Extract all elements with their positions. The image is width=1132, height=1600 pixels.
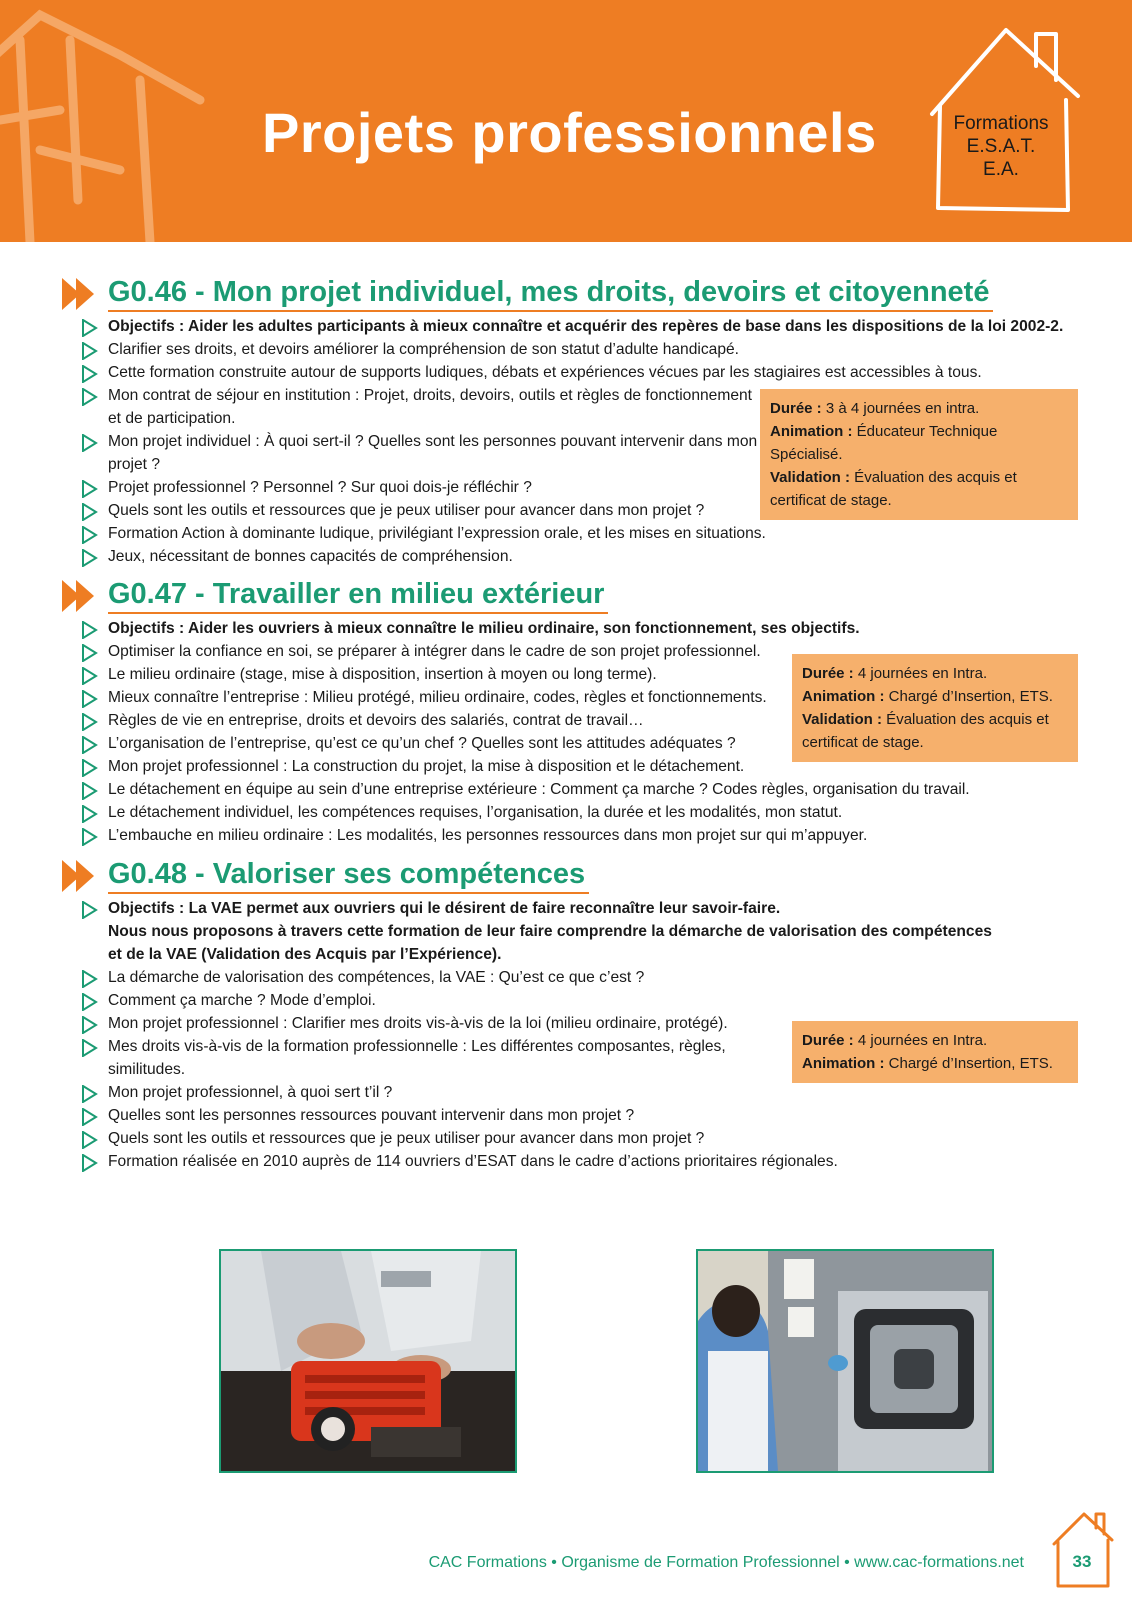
- list-item-text: Jeux, nécessitant de bonnes capacités de compréhension.: [108, 548, 513, 565]
- list-item-text: Mes droits vis-à-vis de la formation professionnelle : Les différentes composantes, règles,: [108, 1038, 726, 1055]
- list-item: [62, 778, 1082, 801]
- list-item-text: Le milieu ordinaire (stage, mise à disposition, insertion à moyen ou long terme).: [108, 666, 657, 683]
- list-item: [62, 989, 1082, 1012]
- list-item: [62, 824, 1082, 847]
- triangle-bullet-icon: [82, 526, 98, 544]
- list-item-text: L’organisation de l’entreprise, qu’est ce qu’un chef ? Quelles sont les attitudes adéquates ?: [108, 735, 736, 752]
- triangle-bullet-icon: [82, 828, 98, 846]
- triangle-bullet-icon: [82, 388, 98, 406]
- section-title: G0.46 - Mon projet individuel, mes droits, devoirs et citoyenneté: [108, 274, 993, 312]
- section-g048: [62, 856, 1082, 1173]
- triangle-bullet-icon: [82, 1039, 98, 1057]
- objective-text-continuation: et de la VAE (Validation des Acquis par l’Expérience).: [108, 946, 502, 963]
- triangle-bullet-icon: [82, 319, 98, 337]
- triangle-bullet-icon: [82, 901, 98, 919]
- badge-line: E.A.: [983, 159, 1019, 180]
- page-number: 33: [1072, 1552, 1092, 1571]
- triangle-bullet-icon: [82, 713, 98, 731]
- footer-text: CAC Formations • Organisme de Formation Professionnel • www.cac-formations.net: [428, 1554, 1024, 1571]
- info-box-g048: [792, 1021, 1078, 1083]
- list-item: [62, 1104, 1082, 1127]
- section-heading: [62, 856, 1082, 896]
- triangle-bullet-icon: [82, 690, 98, 708]
- triangle-bullet-icon: [82, 1154, 98, 1172]
- list-item: [62, 1081, 1082, 1104]
- objective-text-continuation: Nous nous proposons à travers cette formation de leur faire comprendre la démarche de valorisation des compétences: [108, 923, 992, 940]
- triangle-bullet-icon: [82, 1131, 98, 1149]
- formations-badge: [918, 20, 1084, 220]
- header-banner: [0, 0, 1132, 242]
- list-item-text: Quels sont les outils et ressources que je peux utiliser pour avancer dans mon projet ?: [108, 502, 705, 519]
- photo-laundry-image: [698, 1251, 992, 1471]
- info-duration: Durée : 3 à 4 journées en intra.: [770, 400, 980, 417]
- list-item-text: projet ?: [108, 456, 161, 473]
- list-item-text: Mon projet individuel : À quoi sert-il ? Quelles sont les personnes pouvant intervenir dans mon: [108, 433, 758, 450]
- double-chevron-icon: [62, 580, 102, 612]
- list-item: [62, 545, 1082, 568]
- triangle-bullet-icon: [82, 480, 98, 498]
- triangle-bullet-icon: [82, 993, 98, 1011]
- triangle-bullet-icon: [82, 434, 98, 452]
- list-item-text: Formation réalisée en 2010 auprès de 114 ouvriers d’ESAT dans le cadre d’actions prioritaires régionales.: [108, 1153, 838, 1170]
- triangle-bullet-icon: [82, 970, 98, 988]
- list-item-text: Formation Action à dominante ludique, privilégiant l’expression orale, et les mises en situations.: [108, 525, 766, 542]
- section-heading: [62, 274, 1082, 314]
- list-item: [62, 966, 1082, 989]
- objective-text: Objectifs : Aider les ouvriers à mieux connaître le milieu ordinaire, son fonctionnement, ses objectifs.: [62, 617, 1082, 640]
- list-item: [62, 361, 1082, 384]
- list-item: [62, 1150, 1082, 1173]
- info-validation: Validation : Évaluation des acquis et certificat de stage.: [802, 711, 1049, 751]
- list-item-text: Mieux connaître l’entreprise : Milieu protégé, milieu ordinaire, codes, règles et fonctionnements.: [108, 689, 767, 706]
- section-title: G0.47 - Travailler en milieu extérieur: [108, 576, 608, 614]
- list-item-text: Projet professionnel ? Personnel ? Sur quoi dois-je réfléchir ?: [108, 479, 532, 496]
- list-item-text: Mon projet professionnel, à quoi sert t’il ?: [108, 1084, 393, 1101]
- objective-text: Objectifs : Aider les adultes participants à mieux connaître et acquérir des repères de base dans les dispositions de la loi 2002-2.: [62, 315, 1082, 338]
- list-item-text: similitudes.: [108, 1061, 186, 1078]
- info-box-g047: [792, 654, 1078, 762]
- triangle-bullet-icon: [82, 621, 98, 639]
- triangle-bullet-icon: [82, 342, 98, 360]
- info-duration: Durée : 4 journées en Intra.: [802, 1032, 988, 1049]
- triangle-bullet-icon: [82, 805, 98, 823]
- list-item-text: Le détachement individuel, les compétences requises, l’organisation, la durée et les modalités, mon statut.: [108, 804, 843, 821]
- list-item-text: La démarche de valorisation des compétences, la VAE : Qu’est ce que c’est ?: [108, 969, 645, 986]
- list-item-text: Optimiser la confiance en soi, se préparer à intégrer dans le cadre de son projet professionnel.: [108, 643, 761, 660]
- photo-chainsaw-image: [221, 1251, 515, 1471]
- list-item-text: Comment ça marche ? Mode d’emploi.: [108, 992, 376, 1009]
- triangle-bullet-icon: [82, 549, 98, 567]
- info-animation: Animation : Chargé d’Insertion, ETS.: [802, 688, 1053, 705]
- list-item-text: Le détachement en équipe au sein d’une entreprise extérieure : Comment ça marche ? Codes règles, organisation du travail.: [108, 781, 970, 798]
- triangle-bullet-icon: [82, 667, 98, 685]
- list-item-text: Quelles sont les personnes ressources pouvant intervenir dans mon projet ?: [108, 1107, 635, 1124]
- section-title: G0.48 - Valoriser ses compétences: [108, 856, 589, 894]
- triangle-bullet-icon: [82, 365, 98, 383]
- list-item-text: et de participation.: [108, 410, 236, 427]
- badge-line: Formations: [953, 113, 1049, 134]
- list-item: [62, 801, 1082, 824]
- triangle-bullet-icon: [82, 782, 98, 800]
- triangle-bullet-icon: [82, 759, 98, 777]
- list-item: [62, 338, 1082, 361]
- list-item: [62, 1127, 1082, 1150]
- double-chevron-icon: [62, 278, 102, 310]
- triangle-bullet-icon: [82, 503, 98, 521]
- triangle-bullet-icon: [82, 736, 98, 754]
- footer: [0, 1544, 1132, 1584]
- page-title: Projets professionnels: [262, 101, 877, 164]
- list-item-text: Cette formation construite autour de supports ludiques, débats et expériences vécues par les stagiaires est accessibles à tous.: [108, 364, 982, 381]
- list-item-text: Mon contrat de séjour en institution : Projet, droits, devoirs, outils et règles de fonctionnement: [108, 387, 753, 404]
- double-chevron-icon: [62, 860, 102, 892]
- photo-chainsaw-repair: [219, 1249, 517, 1473]
- badge-text: [918, 112, 1084, 181]
- list-item-text: Règles de vie en entreprise, droits et devoirs des salariés, contrat de travail…: [108, 712, 644, 729]
- list-item-text: L’embauche en milieu ordinaire : Les modalités, les personnes ressources dans mon projet sur qui m’appuyer.: [108, 827, 868, 844]
- info-duration: Durée : 4 journées en Intra.: [802, 665, 988, 682]
- page-house-icon: [1050, 1508, 1116, 1588]
- section-heading: [62, 576, 1082, 616]
- house-sketch-decoration: [0, 0, 220, 242]
- triangle-bullet-icon: [82, 1108, 98, 1126]
- objective-text: Objectifs : La VAE permet aux ouvriers qui le désirent de faire reconnaître leur savoir-faire.: [62, 897, 1082, 920]
- info-box-g046: [760, 389, 1078, 520]
- triangle-bullet-icon: [82, 1085, 98, 1103]
- triangle-bullet-icon: [82, 644, 98, 662]
- list-item: [62, 522, 1082, 545]
- triangle-bullet-icon: [82, 1016, 98, 1034]
- photo-industrial-laundry: [696, 1249, 994, 1473]
- info-animation: Animation : Éducateur Technique Spécialisé.: [770, 423, 998, 463]
- list-item-text: Quels sont les outils et ressources que je peux utiliser pour avancer dans mon projet ?: [108, 1130, 705, 1147]
- info-animation: Animation : Chargé d’Insertion, ETS.: [802, 1055, 1053, 1072]
- badge-line: E.S.A.T.: [966, 136, 1036, 157]
- list-item-text: Mon projet professionnel : La construction du projet, la mise à disposition et le détachement.: [108, 758, 745, 775]
- info-validation: Validation : Évaluation des acquis et certificat de stage.: [770, 469, 1017, 509]
- list-item-text: Clarifier ses droits, et devoirs améliorer la compréhension de son statut d’adulte handicapé.: [108, 341, 740, 358]
- list-item-text: Mon projet professionnel : Clarifier mes droits vis-à-vis de la loi (milieu ordinaire, protégé).: [108, 1015, 728, 1032]
